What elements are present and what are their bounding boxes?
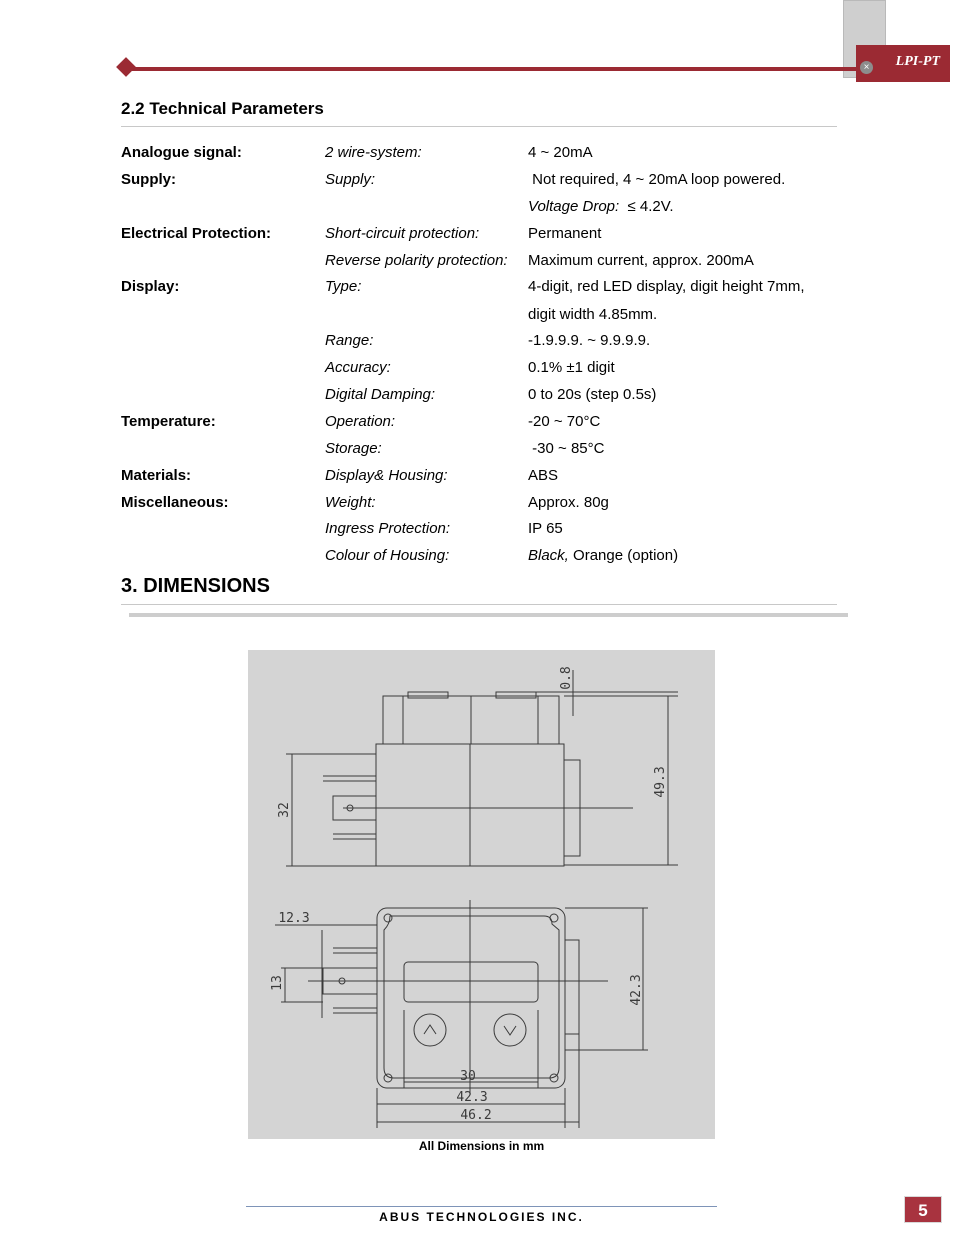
header-product-label: LPI-PT <box>856 45 950 82</box>
param-value-text: Not required, 4 ~ 20mA loop powered. <box>528 171 786 188</box>
param-category: Miscellaneous: <box>121 494 229 511</box>
param-value-text: 4-digit, red LED display, digit height 7mm, <box>528 278 805 295</box>
param-category: Materials: <box>121 467 192 484</box>
dim-label-42-3-horizontal: 42.3 <box>456 1090 488 1105</box>
param-value-text: Orange (option) <box>568 547 679 564</box>
param-value <box>528 440 604 458</box>
dim-label-49-3: 49.3 <box>653 766 668 798</box>
param-value <box>528 359 615 377</box>
param-value-text: ≤ 4.2V. <box>619 198 674 215</box>
param-value <box>528 332 650 350</box>
dimension-drawing <box>248 650 715 1139</box>
dim-label-46-2: 46.2 <box>460 1108 492 1123</box>
param-name: Ingress Protection: <box>325 520 451 537</box>
section-bar <box>129 613 848 617</box>
param-value-text: Permanent <box>528 225 602 242</box>
param-value <box>528 225 601 243</box>
param-value <box>528 306 657 324</box>
section-title-dimensions: 3. DIMENSIONS <box>121 575 270 597</box>
section-rule <box>121 604 837 605</box>
header-rule <box>128 67 856 71</box>
param-value <box>528 144 593 162</box>
param-name: Type: <box>325 278 362 295</box>
param-value-text: 4 ~ 20mA <box>528 144 593 161</box>
param-name: Range: <box>325 332 374 349</box>
param-name: Accuracy: <box>325 359 391 376</box>
param-value-text: -20 ~ 70°C <box>528 413 601 430</box>
param-value-text: -30 ~ 85°C <box>528 440 605 457</box>
param-name: Display& Housing: <box>325 467 448 484</box>
param-value-italic: Voltage Drop: <box>528 198 620 215</box>
dim-label-13: 13 <box>270 975 285 991</box>
param-name: Supply: <box>325 171 376 188</box>
param-value-text: ABS <box>528 467 559 484</box>
param-category: Electrical Protection: <box>121 225 272 242</box>
param-value-text: Maximum current, approx. 200mA <box>528 252 754 269</box>
param-category: Supply: <box>121 171 176 188</box>
param-value-text: -1.9.9.9. ~ 9.9.9.9. <box>528 332 651 349</box>
dim-label-32: 32 <box>277 802 292 818</box>
dim-label-12-3: 12.3 <box>278 911 310 926</box>
param-name: 2 wire-system: <box>325 144 422 161</box>
param-name: Storage: <box>325 440 382 457</box>
param-value <box>528 171 785 189</box>
param-name: Digital Damping: <box>325 386 436 403</box>
dim-label-30: 30 <box>460 1069 476 1084</box>
param-name: Short-circuit protection: <box>325 225 480 242</box>
param-category: Temperature: <box>121 413 216 430</box>
x-circle-icon: × <box>860 61 873 74</box>
param-category: Display: <box>121 278 180 295</box>
param-value <box>528 278 805 296</box>
param-value <box>528 198 674 216</box>
footer-rule <box>246 1206 717 1207</box>
param-category: Analogue signal: <box>121 144 242 161</box>
page-number: 5 <box>904 1196 942 1223</box>
section-rule <box>121 126 837 127</box>
param-value-text: 0.1% ±1 digit <box>528 359 615 376</box>
param-value <box>528 386 656 404</box>
param-value <box>528 520 563 538</box>
param-name: Weight: <box>325 494 376 511</box>
param-value-text: IP 65 <box>528 520 563 537</box>
param-value <box>528 494 609 512</box>
param-value-text: 0 to 20s (step 0.5s) <box>528 386 657 403</box>
footer-company: ABUS TECHNOLOGIES INC. <box>379 1210 584 1224</box>
section-title-technical-parameters: 2.2 Technical Parameters <box>121 99 324 118</box>
param-value <box>528 547 678 565</box>
param-value <box>528 467 558 485</box>
dim-label-0-8: 0.8 <box>559 666 574 690</box>
param-value-text: Approx. 80g <box>528 494 609 511</box>
param-value-text: digit width 4.85mm. <box>528 306 658 323</box>
param-value-italic: Black, <box>528 547 569 564</box>
param-value <box>528 413 600 431</box>
param-name: Operation: <box>325 413 396 430</box>
drawing-caption: All Dimensions in mm <box>418 1139 545 1153</box>
dim-label-42-3-vertical: 42.3 <box>629 974 644 1006</box>
header-diamond <box>116 57 136 77</box>
param-name: Reverse polarity protection: <box>325 252 508 269</box>
param-value <box>528 252 754 270</box>
param-name: Colour of Housing: <box>325 547 450 564</box>
